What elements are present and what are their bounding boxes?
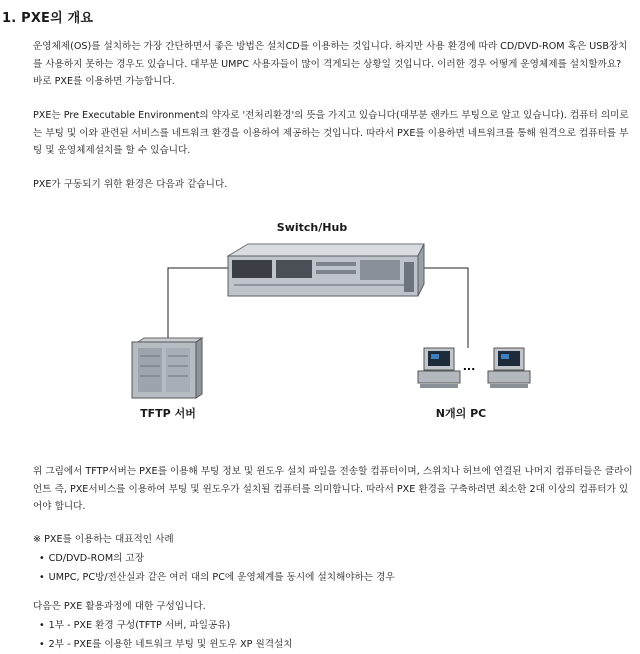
intro-paragraph: 운영체제(OS)를 설치하는 가장 간단하면서 좋은 방법은 설치CD를 이용하는 것입니다. 하지만 사용 환경에 따라 CD/DVD-ROM 혹은 USB장치를 사용하지 못하는 경우도 있습니다. 대부분 UMPC 사용자들이 많이 격게되는 상황일 것입니다. 이러한 경우 어떻게 운영체제를 설치할까요? 바로 PXE를 이용하면 가능합니다. bbox=[33, 41, 628, 87]
clients-connection-line bbox=[420, 268, 468, 348]
switch-hub-icon bbox=[228, 244, 424, 296]
list-item: • CD/DVD-ROM의 고장 bbox=[33, 549, 395, 568]
list-item: • UMPC, PC방/전산실과 같은 여러 대의 PC에 운영체계를 동시에 설치해야하는 경우 bbox=[33, 568, 395, 587]
list-item: • 1부 - PXE 환경 구성(TFTP 서버, 파일공유) bbox=[33, 616, 293, 635]
client-pc-icon bbox=[418, 348, 460, 388]
network-diagram bbox=[0, 210, 640, 440]
tftp-server-icon bbox=[132, 338, 202, 398]
pxe-definition-paragraph: PXE는 Pre Executable Environment의 약자로 '전처리환경'의 뜻을 가지고 있습니다(대부분 랜카드 부팅으로 알고 있습니다). 컴퓨터 의미로는 부팅 및 이와 관련된 서비스를 네트워크 환경을 이용하여 제공하는 것입니다. 따라서 PXE를 이용하면 네트워크를 통해 원격으로 컴퓨터를 부팅 및 운영체제설치를 할 수 있습니다. bbox=[33, 110, 629, 156]
network-diagram-art bbox=[0, 210, 640, 440]
diagram-explanation-paragraph: 위 그림에서 TFTP서버는 PXE를 이용해 부팅 정보 및 윈도우 설치 파일을 전송할 컴퓨터이며, 스위치나 허브에 연결된 나머지 컴퓨터들은 클라이언트 즉, PXE서비스를 이용하여 부팅 및 윈도우가 설치될 컴퓨터를 의미합니다. 따라서 PXE 환경을 구축하려면 최소한 2대 이상의 컴퓨터가 있어야 합니다. bbox=[33, 466, 633, 512]
tftp-server-label: TFTP 서버 bbox=[140, 407, 196, 420]
use-cases-section bbox=[33, 530, 395, 587]
client-pcs-label: N개의 PC bbox=[435, 407, 487, 420]
client-pc-icon bbox=[488, 348, 530, 388]
series-outline-title: 다음은 PXE 활용과정에 대한 구성입니다. bbox=[33, 601, 206, 612]
list-item: • 2부 - PXE를 이용한 네트워크 부팅 및 윈도우 XP 원격설치 bbox=[33, 635, 293, 654]
use-cases-title: ※ PXE를 이용하는 대표적인 사례 bbox=[33, 534, 174, 545]
clients-ellipsis: ... bbox=[462, 360, 476, 373]
series-outline-section bbox=[33, 597, 293, 654]
switch-hub-label: Switch/Hub bbox=[276, 221, 348, 234]
server-connection-line bbox=[168, 268, 228, 342]
section-heading: 1. PXE의 개요 bbox=[2, 11, 94, 26]
environment-intro-paragraph: PXE가 구동되기 위한 환경은 다음과 같습니다. bbox=[33, 179, 228, 190]
